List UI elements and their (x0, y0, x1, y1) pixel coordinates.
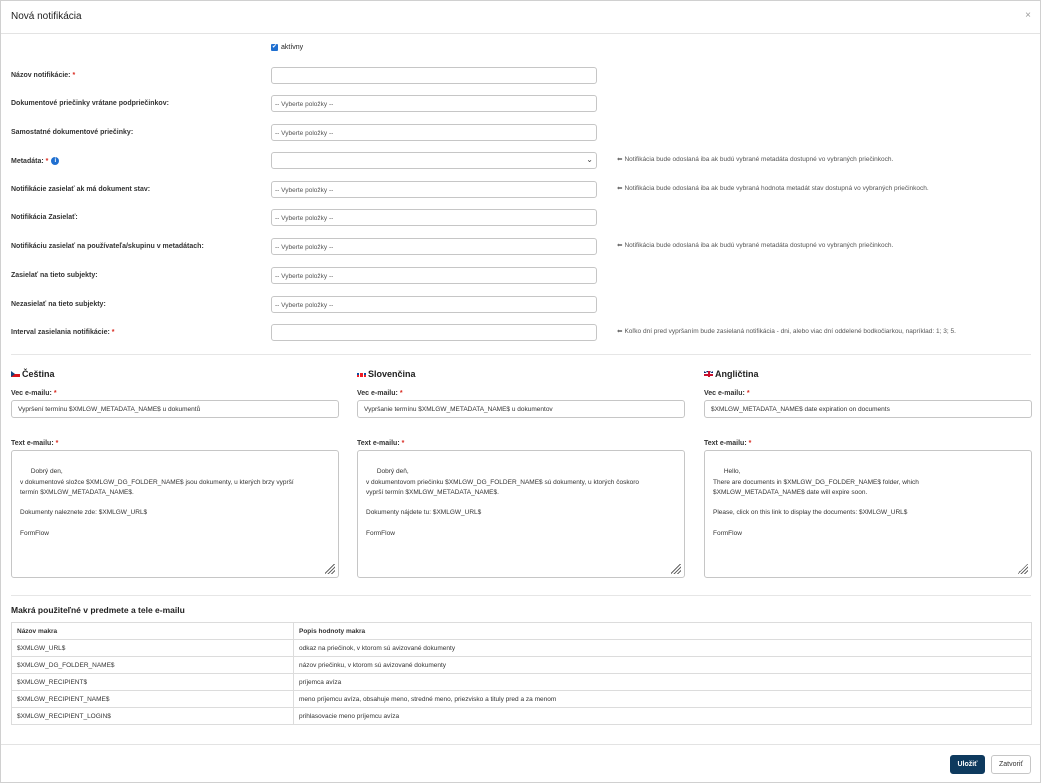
uk-flag-icon (704, 371, 713, 377)
table-row (12, 674, 1032, 691)
english-subject-label: Vec e-mailu: * (704, 390, 750, 397)
macro-desc-cell: prihlasovacie meno príjemcu avíza (294, 708, 1032, 725)
interval-label: Interval zasielania notifikácie: * (11, 329, 115, 336)
czech-flag-icon (11, 371, 20, 377)
form-row-no-send-to (11, 296, 1031, 314)
macro-desc-cell: názov priečinku, v ktorom sú avizované dokumenty (294, 657, 1032, 674)
close-button[interactable]: Zatvoriť (991, 755, 1031, 774)
macro-name-cell: $XMLGW_DG_FOLDER_NAME$ (12, 657, 294, 674)
send-label: Notifikácia Zasielať: (11, 214, 78, 221)
section-divider (11, 354, 1031, 355)
metadata-hint: ⬅ Notifikácia bude odoslaná iba ak budú vybrané metadáta dostupné vo vybraných priečinkoch. (617, 156, 894, 163)
form-row-name (11, 67, 1031, 85)
send-user-hint: ⬅ Notifikácia bude odoslaná iba ak budú vybrané metadáta dostupné vo vybraných priečinkoch. (617, 242, 894, 249)
english-body-label: Text e-mailu: * (704, 440, 752, 447)
chevron-down-icon: ⌄ (586, 155, 593, 164)
form-row-interval (11, 324, 1031, 342)
dialog-title: Nová notifikácia (11, 11, 82, 22)
macros-title: Makrá použiteľné v predmete a tele e-mailu (11, 605, 185, 615)
footer-divider (1, 744, 1040, 745)
active-checkbox[interactable] (271, 44, 303, 51)
slovak-body-label: Text e-mailu: * (357, 440, 405, 447)
form-row-send-user (11, 238, 1031, 256)
folders-sub-select[interactable]: -- Vyberte položky -- (271, 95, 597, 112)
section-divider (11, 595, 1031, 596)
form-row-metadata (11, 152, 1031, 170)
column-header: Popis hodnoty makra (294, 623, 1032, 640)
folders-single-select[interactable]: -- Vyberte položky -- (271, 124, 597, 141)
table-row (12, 708, 1032, 725)
czech-subject-input[interactable]: Vypršení termínu $XMLGW_METADATA_NAME$ u dokumentů (11, 400, 339, 418)
table-row (12, 691, 1032, 708)
interval-hint: ⬅ Koľko dní pred vypršaním bude zasielaná notifikácia - dni, alebo viac dní oddelené bodkočiarkou, napríklad: 1; 3; 5. (617, 328, 956, 335)
lang-title-slovak: Slovenčina (357, 369, 416, 379)
english-body-text: Hello, There are documents in $XMLGW_DG_FOLDER_NAME$ folder, which $XMLGW_METADATA_NAME$ date will expire soon. Please, click on this link to display the documents: $XMLGW_URL$ FormFlow (713, 468, 919, 538)
name-label: Názov notifikácie: * (11, 72, 76, 79)
macro-desc-cell: príjemca avíza (294, 674, 1032, 691)
send-select[interactable]: -- Vyberte položky -- (271, 209, 597, 226)
macro-name-cell: $XMLGW_RECIPIENT_NAME$ (12, 691, 294, 708)
send-to-select[interactable]: -- Vyberte položky -- (271, 267, 597, 284)
metadata-select[interactable] (271, 152, 597, 169)
arrow-left-icon: ⬅ (617, 156, 623, 163)
macro-desc-cell: odkaz na priečinok, v ktorom sú avizované dokumenty (294, 640, 1032, 657)
lang-section-english (704, 369, 1032, 584)
table-header-row (12, 623, 1032, 640)
send-user-label: Notifikáciu zasielať na používateľa/skupinu v metadátach: (11, 243, 204, 250)
form-row-state (11, 181, 1031, 199)
no-send-to-select[interactable]: -- Vyberte položky -- (271, 296, 597, 313)
save-button[interactable]: Uložiť (950, 755, 985, 774)
state-select[interactable]: -- Vyberte položky -- (271, 181, 597, 198)
english-body-textarea[interactable] (704, 450, 1032, 578)
czech-body-text: Dobrý den, v dokumentové složce $XMLGW_DG_FOLDER_NAME$ jsou dokumenty, u kterých brzy vyprší termín $XMLGW_METADATA_NAME$. Dokumenty naleznete zde: $XMLGW_URL$ FormFlow (20, 468, 294, 538)
folders-single-label: Samostatné dokumentové priečinky: (11, 129, 134, 136)
name-input[interactable] (271, 67, 597, 84)
macro-desc-cell: meno príjemcu avíza, obsahuje meno, stredné meno, priezvisko a tituly pred a za menom (294, 691, 1032, 708)
state-hint: ⬅ Notifikácia bude odoslaná iba ak bude vybraná hodnota metadát stav dostupná vo vybraných priečinkoch. (617, 185, 929, 192)
dialog-header (1, 1, 1040, 34)
send-user-select[interactable]: -- Vyberte položky -- (271, 238, 597, 255)
send-to-label: Zasielať na tieto subjekty: (11, 272, 98, 279)
state-label: Notifikácie zasielať ak má dokument stav: (11, 186, 151, 193)
table-row (12, 657, 1032, 674)
checkmark-icon[interactable]: ✔ (271, 44, 278, 50)
arrow-left-icon: ⬅ (617, 185, 623, 192)
slovak-body-textarea[interactable] (357, 450, 685, 578)
info-icon[interactable]: i (51, 157, 59, 165)
form-row-folders-sub (11, 95, 1031, 113)
active-checkbox-label: aktívny (281, 44, 304, 51)
macros-table (11, 622, 1032, 725)
lang-title-english: Angličtina (704, 369, 759, 379)
column-header: Názov makra (12, 623, 294, 640)
slovak-subject-label: Vec e-mailu: * (357, 390, 403, 397)
table-row (12, 640, 1032, 657)
macro-name-cell: $XMLGW_RECIPIENT$ (12, 674, 294, 691)
lang-section-slovak (357, 369, 685, 584)
form-row-send-to (11, 267, 1031, 285)
resize-handle-icon[interactable] (325, 564, 335, 574)
form-row-send (11, 209, 1031, 227)
lang-title-czech: Čeština (11, 369, 55, 379)
folders-sub-label: Dokumentové priečinky vrátane podpriečinkov: (11, 100, 169, 107)
arrow-left-icon: ⬅ (617, 328, 623, 335)
lang-section-czech (11, 369, 339, 584)
close-icon[interactable]: × (1025, 10, 1031, 21)
macro-name-cell: $XMLGW_RECIPIENT_LOGIN$ (12, 708, 294, 725)
czech-subject-label: Vec e-mailu: * (11, 390, 57, 397)
resize-handle-icon[interactable] (671, 564, 681, 574)
czech-body-label: Text e-mailu: * (11, 440, 59, 447)
resize-handle-icon[interactable] (1018, 564, 1028, 574)
metadata-label: Metadáta: * i (11, 157, 59, 165)
slovak-flag-icon (357, 371, 366, 377)
czech-body-textarea[interactable] (11, 450, 339, 578)
arrow-left-icon: ⬅ (617, 242, 623, 249)
english-subject-input[interactable]: $XMLGW_METADATA_NAME$ date expiration on documents (704, 400, 1032, 418)
interval-input[interactable] (271, 324, 597, 341)
form-row-folders-single (11, 124, 1031, 142)
macro-name-cell: $XMLGW_URL$ (12, 640, 294, 657)
slovak-subject-input[interactable]: Vypršanie termínu $XMLGW_METADATA_NAME$ u dokumentov (357, 400, 685, 418)
slovak-body-text: Dobrý deň, v dokumentovom priečinku $XMLGW_DG_FOLDER_NAME$ sú dokumenty, u ktorých čoskoro vyprší termín $XMLGW_METADATA_NAME$. Dokumenty nájdete tu: $XMLGW_URL$ FormFlow (366, 468, 639, 538)
no-send-to-label: Nezasielať na tieto subjekty: (11, 301, 106, 308)
